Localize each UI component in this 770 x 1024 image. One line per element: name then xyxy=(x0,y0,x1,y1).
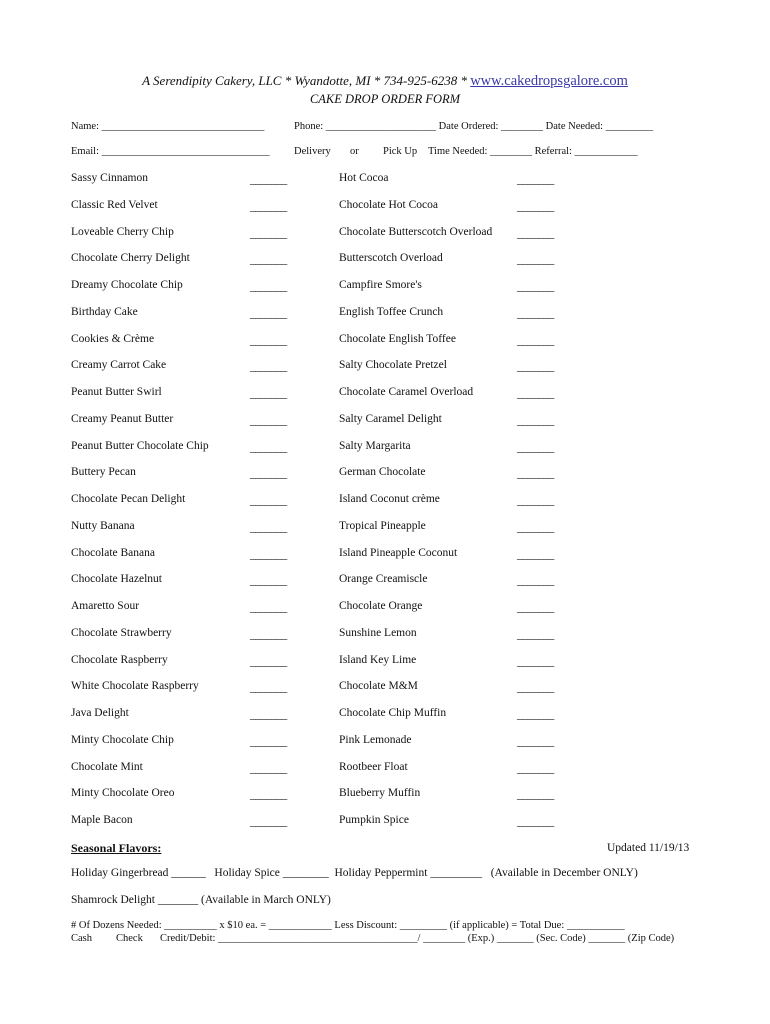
flavor-name: Chocolate Chip Muffin xyxy=(339,707,447,719)
website-link[interactable]: www.cakedropsgalore.com xyxy=(470,73,628,89)
flavor-name: Salty Caramel Delight xyxy=(339,413,442,425)
quantity-blank[interactable]: _______ xyxy=(517,308,554,320)
quantity-blank[interactable]: _______ xyxy=(250,254,287,266)
quantity-blank[interactable]: _______ xyxy=(250,522,287,534)
quantity-blank[interactable]: _______ xyxy=(517,682,554,694)
flavor-name: Butterscotch Overload xyxy=(339,252,443,264)
flavor-name: Pink Lemonade xyxy=(339,734,412,746)
quantity-blank[interactable]: _______ xyxy=(250,281,287,293)
flavor-name: Hot Cocoa xyxy=(339,172,389,184)
flavor-name: Orange Creamiscle xyxy=(339,573,428,585)
or-label: or xyxy=(350,146,359,157)
form-title: CAKE DROP ORDER FORM xyxy=(309,92,461,106)
quantity-blank[interactable]: _______ xyxy=(517,174,554,186)
seasonal-flavors-title: Seasonal Flavors: xyxy=(71,841,162,855)
flavor-name: Island Key Lime xyxy=(339,654,417,666)
flavor-name: Cookies & Crème xyxy=(71,333,155,345)
flavor-name: Amaretto Sour xyxy=(71,600,140,612)
quantity-blank[interactable]: _______ xyxy=(517,575,554,587)
quantity-blank[interactable]: _______ xyxy=(517,763,554,775)
flavor-name: Minty Chocolate Chip xyxy=(71,734,174,746)
flavor-name: White Chocolate Raspberry xyxy=(71,680,199,692)
quantity-blank[interactable]: _______ xyxy=(517,656,554,668)
quantity-blank[interactable]: _______ xyxy=(517,522,554,534)
flavor-name: Chocolate Cherry Delight xyxy=(71,252,190,264)
quantity-blank[interactable]: _______ xyxy=(517,629,554,641)
flavor-name: Buttery Pecan xyxy=(71,466,136,478)
flavor-name: Chocolate Caramel Overload xyxy=(339,386,474,398)
flavor-name: Chocolate Raspberry xyxy=(71,654,168,666)
quantity-blank[interactable]: _______ xyxy=(517,388,554,400)
quantity-blank[interactable]: _______ xyxy=(250,201,287,213)
flavor-name: Island Coconut crème xyxy=(339,493,440,505)
quantity-blank[interactable]: _______ xyxy=(250,495,287,507)
quantity-blank[interactable]: _______ xyxy=(517,228,554,240)
flavor-name: Chocolate English Toffee xyxy=(339,333,456,345)
quantity-blank[interactable]: _______ xyxy=(517,549,554,561)
quantity-blank[interactable]: _______ xyxy=(250,174,287,186)
seasonal-shamrock-line[interactable]: Shamrock Delight _______ (Available in March ONLY) xyxy=(71,894,331,906)
email-field[interactable]: Email: ________________________________ xyxy=(71,146,270,157)
payment-credit-line[interactable]: Credit/Debit: ______________________________________/ ________ (Exp.) _______ (Sec. Code) _______ (Zip Code) xyxy=(160,933,675,944)
flavor-name: Minty Chocolate Oreo xyxy=(71,787,175,799)
flavor-name: Rootbeer Float xyxy=(339,761,408,773)
flavor-name: Chocolate Butterscotch Overload xyxy=(339,226,493,238)
quantity-blank[interactable]: _______ xyxy=(517,709,554,721)
flavor-name: Peanut Butter Swirl xyxy=(71,386,162,398)
quantity-blank[interactable]: _______ xyxy=(250,629,287,641)
quantity-blank[interactable]: _______ xyxy=(250,228,287,240)
quantity-blank[interactable]: _______ xyxy=(250,361,287,373)
flavor-name: Pumpkin Spice xyxy=(339,814,409,826)
quantity-blank[interactable]: _______ xyxy=(250,602,287,614)
flavor-name: Nutty Banana xyxy=(71,520,135,532)
quantity-blank[interactable]: _______ xyxy=(250,682,287,694)
dozens-total-line[interactable]: # Of Dozens Needed: __________ x $10 ea. = ____________ Less Discount: _________ (if applicable) = Total Due: ___________ xyxy=(71,920,625,931)
quantity-blank[interactable]: _______ xyxy=(517,361,554,373)
quantity-blank[interactable]: _______ xyxy=(517,201,554,213)
flavor-name: Sassy Cinnamon xyxy=(71,172,148,184)
quantity-blank[interactable]: _______ xyxy=(517,789,554,801)
quantity-blank[interactable]: _______ xyxy=(517,468,554,480)
flavor-name: Loveable Cherry Chip xyxy=(71,226,174,238)
flavor-name: Salty Margarita xyxy=(339,440,411,452)
name-field[interactable]: Name: _______________________________ xyxy=(71,121,265,132)
flavor-name: Sunshine Lemon xyxy=(339,627,417,639)
quantity-blank[interactable]: _______ xyxy=(250,468,287,480)
flavor-name: Chocolate Mint xyxy=(71,761,143,773)
flavor-name: Creamy Peanut Butter xyxy=(71,413,174,425)
quantity-blank[interactable]: _______ xyxy=(250,736,287,748)
quantity-blank[interactable]: _______ xyxy=(250,816,287,828)
quantity-blank[interactable]: _______ xyxy=(517,495,554,507)
flavor-name: Birthday Cake xyxy=(71,306,138,318)
quantity-blank[interactable]: _______ xyxy=(517,602,554,614)
quantity-blank[interactable]: _______ xyxy=(517,254,554,266)
phone-dates-field[interactable]: Phone: _____________________ Date Ordered: ________ Date Needed: _________ xyxy=(294,121,653,132)
flavor-name: Chocolate Pecan Delight xyxy=(71,493,186,505)
delivery-option[interactable]: Delivery xyxy=(294,146,331,157)
quantity-blank[interactable]: _______ xyxy=(250,415,287,427)
quantity-blank[interactable]: _______ xyxy=(517,415,554,427)
quantity-blank[interactable]: _______ xyxy=(250,709,287,721)
flavor-name: Chocolate Hot Cocoa xyxy=(339,199,439,211)
quantity-blank[interactable]: _______ xyxy=(517,281,554,293)
quantity-blank[interactable]: _______ xyxy=(250,789,287,801)
payment-check[interactable]: Check xyxy=(116,933,143,944)
updated-date: Updated 11/19/13 xyxy=(607,842,690,854)
pickup-option[interactable]: Pick Up xyxy=(383,146,418,157)
quantity-blank[interactable]: _______ xyxy=(250,549,287,561)
quantity-blank[interactable]: _______ xyxy=(517,736,554,748)
flavor-name: Chocolate M&M xyxy=(339,680,418,692)
quantity-blank[interactable]: _______ xyxy=(250,308,287,320)
time-referral-field[interactable]: Time Needed: ________ Referral: ____________ xyxy=(428,146,638,157)
quantity-blank[interactable]: _______ xyxy=(250,575,287,587)
flavor-name: German Chocolate xyxy=(339,466,426,478)
quantity-blank[interactable]: _______ xyxy=(517,335,554,347)
quantity-blank[interactable]: _______ xyxy=(517,816,554,828)
flavor-name: Java Delight xyxy=(71,707,129,719)
flavor-name: Chocolate Strawberry xyxy=(71,627,172,639)
quantity-blank[interactable]: _______ xyxy=(250,763,287,775)
quantity-blank[interactable]: _______ xyxy=(250,335,287,347)
flavor-name: Island Pineapple Coconut xyxy=(339,547,458,559)
seasonal-holiday-line[interactable]: Holiday Gingerbread ______ Holiday Spice ________ Holiday Peppermint _________ (Available in December ONLY) xyxy=(71,867,638,879)
quantity-blank[interactable]: _______ xyxy=(250,388,287,400)
company-info: A Serendipity Cakery, LLC * Wyandotte, MI * 734-925-6238 * xyxy=(142,73,471,88)
flavor-name: Chocolate Hazelnut xyxy=(71,573,163,585)
flavor-name: Peanut Butter Chocolate Chip xyxy=(71,440,209,452)
flavor-name: Tropical Pineapple xyxy=(339,520,426,532)
flavor-name: Blueberry Muffin xyxy=(339,787,421,799)
flavor-name: Salty Chocolate Pretzel xyxy=(339,359,447,371)
flavor-name: Chocolate Orange xyxy=(339,600,423,612)
flavor-name: Creamy Carrot Cake xyxy=(71,359,167,371)
quantity-blank[interactable]: _______ xyxy=(250,656,287,668)
company-header xyxy=(0,73,770,90)
quantity-blank[interactable]: _______ xyxy=(250,442,287,454)
flavor-name: Dreamy Chocolate Chip xyxy=(71,279,183,291)
quantity-blank[interactable]: _______ xyxy=(517,442,554,454)
payment-cash[interactable]: Cash xyxy=(71,933,92,944)
flavor-name: Campfire Smore's xyxy=(339,279,422,291)
flavor-name: English Toffee Crunch xyxy=(339,306,444,318)
flavor-name: Classic Red Velvet xyxy=(71,199,158,211)
flavor-name: Chocolate Banana xyxy=(71,547,155,559)
flavor-name: Maple Bacon xyxy=(71,814,133,826)
